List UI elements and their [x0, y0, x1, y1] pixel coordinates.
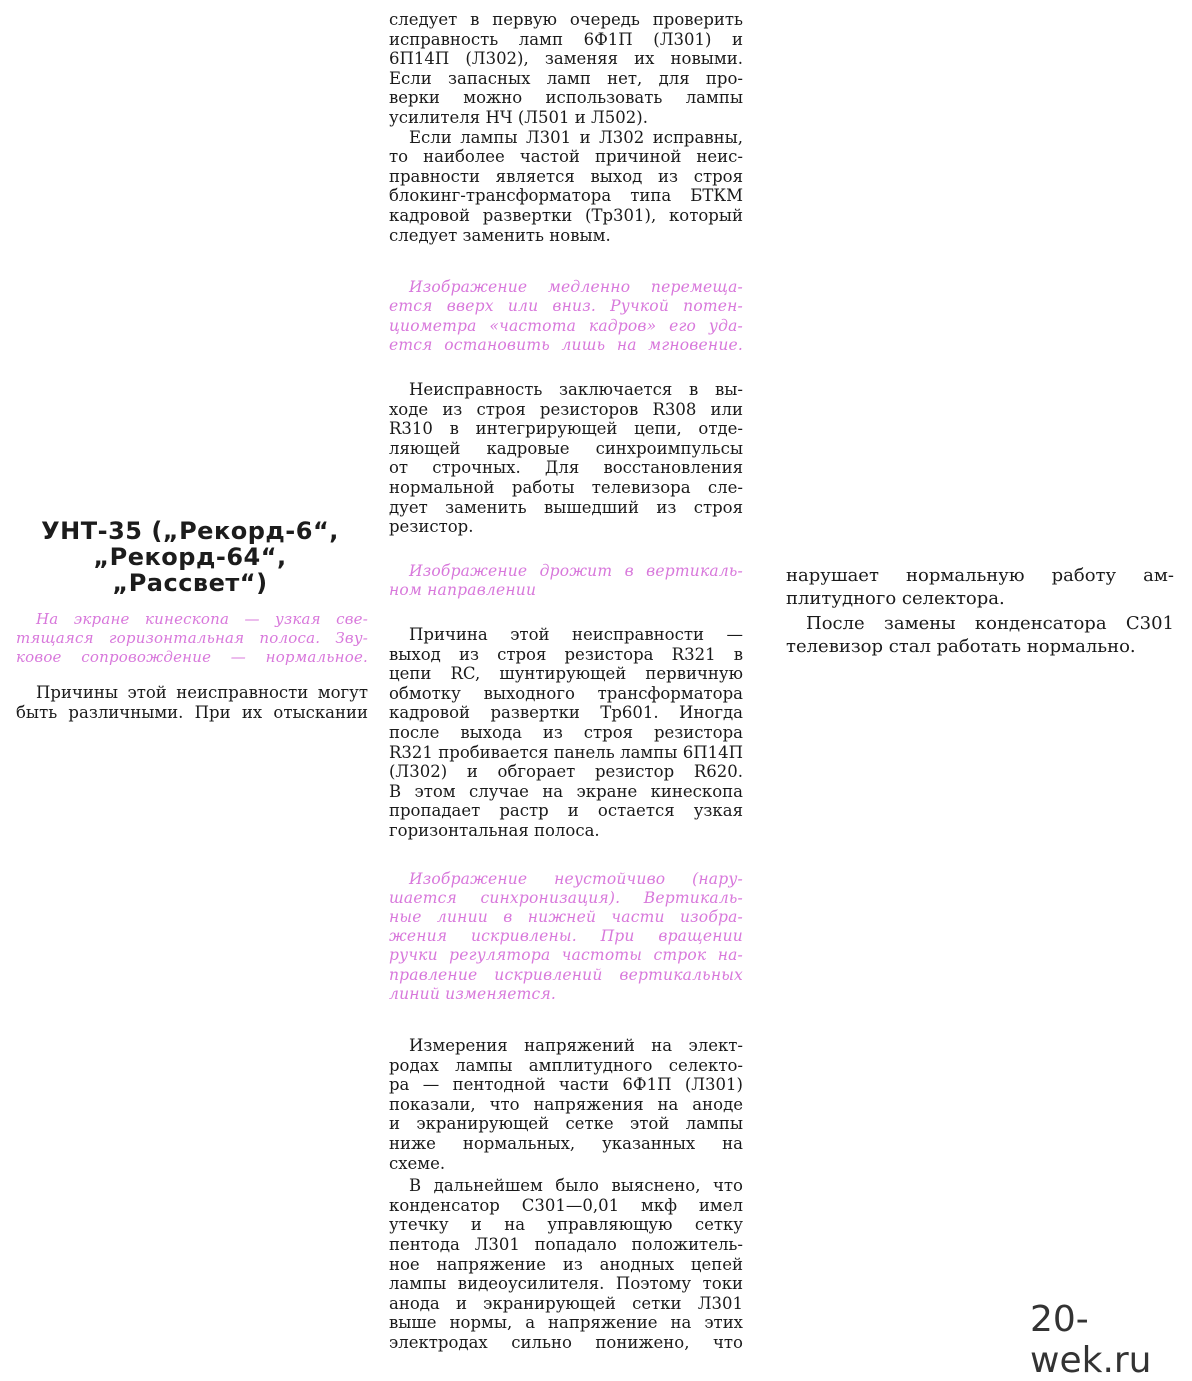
text-line: блокинг-трансформатора типа БТКМ — [389, 186, 743, 206]
text-line: то наиболее частой причиной неис- — [389, 147, 743, 167]
paragraph-capacitor-leak — [389, 1176, 743, 1352]
symptom-heading-horizontal-line — [16, 610, 368, 668]
text-line: выход из строя резистора R321 в — [389, 644, 743, 664]
paragraph-causes — [16, 683, 368, 722]
text-line: правление искривлений вертикальных — [389, 965, 743, 984]
text-line: Измерения напряжений на элект- — [409, 1036, 743, 1056]
text-line: Причина этой неисправности — — [409, 625, 743, 645]
right-column — [786, 564, 1174, 658]
text-line: циометра «частота кадров» его уда- — [389, 316, 743, 335]
paragraph-voltage-measurements — [389, 1036, 743, 1173]
text-line: пропадает растр и остается узкая — [389, 801, 743, 821]
text-line: верки можно использовать лампы — [389, 88, 743, 108]
text-line: Причины этой неисправности могут — [36, 683, 368, 702]
text-line: родах лампы амплитудного селекто- — [389, 1055, 743, 1075]
symptom-heading-sync-unstable — [389, 870, 743, 1004]
text-line: исправность ламп 6Ф1П (Л301) и — [389, 29, 743, 49]
text-line: следует в первую очередь проверить — [389, 10, 743, 29]
text-line: пентода Л301 попадало положитель- — [389, 1234, 743, 1254]
text-line: ется остановить лишь на мгновение. — [389, 335, 743, 354]
paragraph-integrating-resistors — [389, 380, 743, 537]
text-line: конденсатор С301—0,01 мкф имел — [389, 1195, 743, 1215]
text-line: Изображение неустойчиво (нару- — [409, 869, 743, 888]
text-line: ходе из строя резисторов R308 или — [389, 399, 743, 419]
text-line: (Л302) и обгорает резистор R620. — [389, 762, 743, 782]
text-line: схеме. — [389, 1153, 446, 1173]
text-line: линий изменяется. — [389, 984, 557, 1003]
text-line: ра — пентодной части 6Ф1П (Л301) — [389, 1075, 743, 1095]
text-line: Неисправность заключается в вы- — [409, 379, 743, 399]
text-line: ниже нормальных, указанных на — [389, 1134, 743, 1154]
text-line: „Рекорд-64“, — [93, 543, 287, 571]
text-line: Изображение медленно перемеща- — [409, 278, 743, 297]
paragraph-after-replacement — [786, 612, 1174, 658]
text-line: R310 в интегрирующей цепи, отде- — [389, 419, 743, 439]
text-line: анода и экранирующей сетки Л301 — [389, 1293, 743, 1313]
text-line: нормальной работы телевизора сле- — [389, 477, 743, 497]
text-line: В дальнейшем было выяснено, что — [409, 1176, 743, 1196]
symptom-heading-image-drifts — [389, 278, 743, 355]
text-line: В этом случае на экране кинескопа — [389, 781, 743, 801]
text-line: R321 пробивается панель лампы 6П14П — [389, 742, 743, 762]
text-line: электродах сильно понижено, что — [389, 1332, 743, 1352]
text-line: шается синхронизация). Вертикаль- — [389, 888, 743, 907]
text-line: дует заменить вышедший из строя — [389, 497, 743, 517]
text-line: резистор. — [389, 517, 474, 537]
text-line: ручки регулятора частоты строк на- — [389, 946, 743, 965]
text-line: ные линии в нижней части изобра- — [389, 908, 743, 927]
text-line: ется вверх или вниз. Ручкой потен- — [389, 297, 743, 316]
text-line: от строчных. Для восстановления — [389, 458, 743, 478]
middle-column — [389, 10, 743, 1353]
text-line: телевизор стал работать нормально. — [786, 636, 1136, 657]
text-line: горизонтальная полоса. — [389, 821, 600, 841]
site-watermark: 20-wek.ru — [1030, 1299, 1152, 1381]
text-line: утечку и на управляющую сетку — [389, 1215, 743, 1235]
text-line: Если запасных ламп нет, для про- — [389, 68, 743, 88]
text-line: показали, что напряжения на аноде — [389, 1094, 743, 1114]
text-line: 6П14П (Л302), заменяя их новыми. — [389, 49, 743, 69]
text-line: Если лампы Л301 и Л302 исправны, — [409, 127, 743, 147]
text-line: усилителя НЧ (Л501 и Л502). — [389, 107, 648, 127]
section-heading-unt35 — [30, 518, 350, 596]
text-line: выше нормы, а напряжение на этих — [389, 1313, 743, 1333]
text-line: кадровой развертки (Тр301), который — [389, 205, 743, 225]
text-line: ном направлении — [389, 580, 537, 599]
text-line: обмотку выходного трансформатора — [389, 683, 743, 703]
text-line: и экранирующей сетке этой лампы — [389, 1114, 743, 1134]
text-line: ляющей кадровые синхроимпульсы — [389, 438, 743, 458]
paragraph-resistor-r321 — [389, 625, 743, 841]
text-line: ное напряжение из анодных цепей — [389, 1254, 743, 1274]
paragraph-blocking-transformer — [389, 128, 743, 246]
text-line: „Рассвет“) — [112, 569, 268, 597]
text-line: быть различными. При их отыскании — [16, 702, 368, 722]
text-line: цепи RC, шунтирующей первичную — [389, 664, 743, 684]
text-line: тящаяся горизонтальная полоса. Зву- — [16, 629, 368, 648]
text-line: после выхода из строя резистора — [389, 723, 743, 743]
text-line: нарушает нормальную работу ам- — [786, 565, 1174, 586]
text-line: Изображение дрожит в вертикаль- — [409, 561, 743, 580]
text-line: следует заменить новым. — [389, 225, 611, 245]
text-line: лампы видеоусилителя. Поэтому токи — [389, 1274, 743, 1294]
text-line: кадровой развертки Тр601. Иногда — [389, 703, 743, 723]
paragraph-disrupts-selector — [786, 564, 1174, 610]
paragraph-lamp-check — [389, 10, 743, 128]
text-line: УНТ-35 („Рекорд-6“, — [41, 517, 339, 545]
text-line: плитудного селектора. — [786, 588, 1005, 609]
symptom-heading-image-trembles — [389, 562, 743, 600]
text-line: На экране кинескопа — узкая све- — [36, 610, 368, 628]
text-line: жения искривлены. При вращении — [389, 927, 743, 946]
text-line: После замены конденсатора С301 — [806, 613, 1174, 634]
text-line: ковое сопровождение — нормальное. — [16, 648, 368, 667]
text-line: правности является выход из строя — [389, 166, 743, 186]
